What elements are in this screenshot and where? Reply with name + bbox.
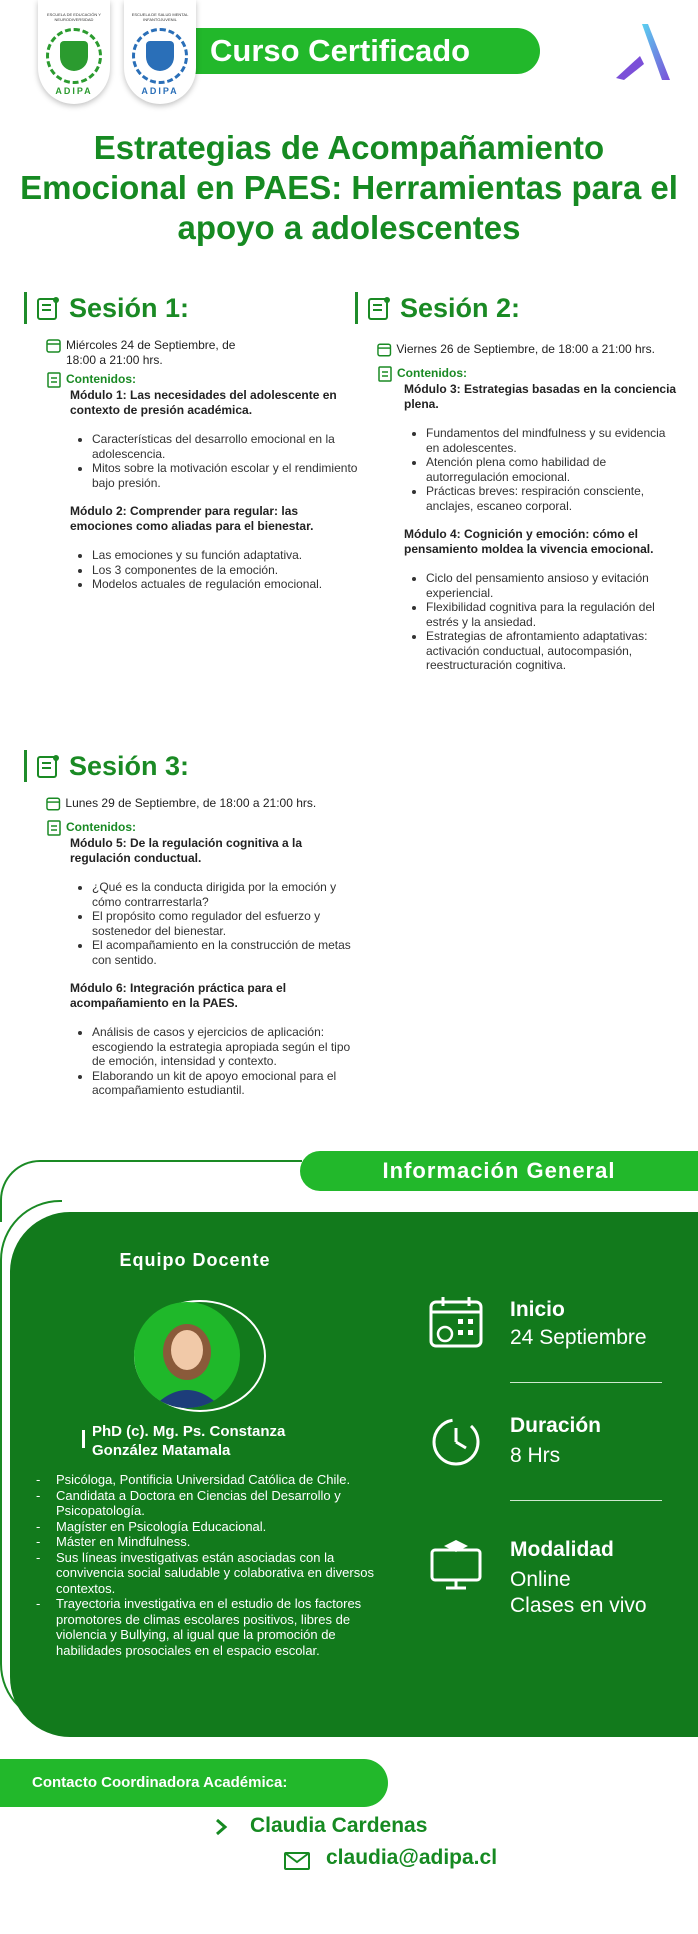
list-item: - Trayectoria investigativa en el estudio de los factores promotores de climas escolares positivos, libres de violencia y Bullying, al igual que la promoción de habilidades prosociales en el espacio escolar. [36,1596,381,1658]
list-item: • Mitos sobre la motivación escolar y el rendimiento bajo presión. [92,461,362,490]
notebook-icon [35,753,61,779]
list-item: • Elaborando un kit de apoyo emocional para el acompañamiento estudiantil. [92,1069,352,1098]
coordinator-name: Claudia Cardenas [250,1814,428,1837]
session-1 [24,292,358,592]
list-item: • Las emociones y su función adaptativa. [92,548,362,563]
course-type-label: Curso Certificado [210,33,471,68]
badge-brand: ADIPA [141,86,179,96]
session-accent-bar [24,292,27,324]
document-list-icon [46,820,62,836]
session-title: Sesión 1: [69,292,190,323]
list-item: • El propósito como regulador del esfuerzo y sostenedor del bienestar. [92,909,352,938]
session-date: Miércoles 24 de Septiembre, de 18:00 a 21:00 hrs. [66,338,236,367]
avatar [134,1302,240,1408]
document-list-icon [46,372,62,388]
calendar-clock-icon [46,796,61,812]
list-item: • Atención plena como habilidad de autorregulación emocional. [426,455,682,484]
session-date: Viernes 26 de Septiembre, de 18:00 a 21:00 hrs. [396,342,656,356]
team-title: Equipo Docente [119,1250,271,1270]
list-item: • Modelos actuales de regulación emocional. [92,577,362,592]
contact-label: Contacto Coordinadora Académica: [32,1774,288,1791]
list-item: • Prácticas breves: respiración consciente, anclajes, escaneo corporal. [426,484,682,513]
chevron-right-icon [214,1818,228,1836]
list-item: • Los 3 componentes de la emoción. [92,563,362,578]
brain-shield-icon [46,28,102,84]
start-value: 24 Septiembre [510,1326,647,1349]
module-title: Módulo 5: De la regulación cognitiva a la regulación conductual. [70,836,303,865]
online-class-icon [428,1536,484,1592]
calendar-icon [428,1294,484,1350]
list-item: • Estrategias de afrontamiento adaptativas: activación conductual, autocompasión, reestructuración cognitiva. [426,629,682,673]
list-item: - Máster en Mindfulness. [36,1534,381,1550]
course-title: Estrategias de Acompañamiento Emocional en PAES: Herramientas para el apoyo a adolescentes [20,129,678,246]
session-title: Sesión 2: [400,292,521,323]
mode-value-live: Clases en vivo [510,1594,647,1617]
school-badge-education [38,0,110,104]
badge-school-name: ESCUELA DE EDUCACIÓN Y NEURODIVERSIDAD [47,12,101,22]
mode-label: Modalidad [510,1538,614,1561]
module-title: Módulo 1: Las necesidades del adolescente en contexto de presión académica. [70,388,337,417]
mode-value-online: Online [510,1568,571,1591]
session-2 [355,292,685,673]
module-title: Módulo 2: Comprender para regular: las emociones como aliadas para el bienestar. [70,504,314,533]
list-item: • Fundamentos del mindfulness y su evidencia en adolescentes. [426,426,682,455]
list-item: • ¿Qué es la conducta dirigida por la emoción y cómo contrarrestarla? [92,880,352,909]
notebook-icon [35,295,61,321]
school-badge-mental-health [124,0,196,104]
contents-label: Contenidos: [66,372,136,386]
document-list-icon [377,366,393,382]
badge-school-name: ESCUELA DE SALUD MENTAL INFANTOJUVENIL [131,12,189,22]
notebook-icon [366,295,392,321]
list-item: - Sus líneas investigativas están asociadas con la convivencia social saludable y colaborativa en diversos contextos. [36,1550,381,1597]
start-label: Inicio [510,1298,565,1321]
contents-label: Contenidos: [66,820,136,834]
session-date: Lunes 29 de Septiembre, de 18:00 a 21:00 hrs. [65,796,317,810]
list-item: • Flexibilidad cognitiva para la regulación del estrés y la ansiedad. [426,600,682,629]
list-item: • Análisis de casos y ejercicios de aplicación: escogiendo la estrategia apropiada según el tipo de emoción, intensidad y contexto. [92,1025,352,1069]
calendar-clock-icon [377,342,392,358]
session-accent-bar [355,292,358,324]
session-accent-bar [24,750,27,782]
divider [510,1500,662,1501]
duration-value: 8 Hrs [510,1444,561,1467]
session-title: Sesión 3: [69,750,190,781]
list-item: • Ciclo del pensamiento ansioso y evitación experiencial. [426,571,682,600]
general-info-title: Información General [382,1158,616,1183]
name-accent-bar [82,1430,85,1448]
mail-icon [284,1852,310,1870]
teacher-cv [36,1472,381,1658]
list-item: - Candidata a Doctora en Ciencias del Desarrollo y Psicopatología. [36,1488,381,1519]
divider [510,1382,662,1383]
session-3 [24,750,354,1098]
list-item: • Características del desarrollo emocional en la adolescencia. [92,432,362,461]
badge-brand: ADIPA [55,86,93,96]
child-shield-icon [132,28,188,84]
module-title: Módulo 4: Cognición y emoción: cómo el pensamiento moldea la vivencia emocional. [404,527,654,556]
calendar-clock-icon [46,338,62,354]
list-item: • El acompañamiento en la construcción de metas con sentido. [92,938,352,967]
module-title: Módulo 6: Integración práctica para el acompañamiento en la PAES. [70,981,287,1010]
list-item: - Magíster en Psicología Educacional. [36,1519,381,1535]
clock-icon [428,1412,484,1468]
coordinator-email[interactable]: claudia@adipa.cl [326,1846,498,1869]
list-item: - Psicóloga, Pontificia Universidad Católica de Chile. [36,1472,381,1488]
contents-label: Contenidos: [397,366,467,380]
adipa-logo-icon [612,22,672,82]
module-title: Módulo 3: Estrategias basadas en la conciencia plena. [404,382,677,411]
duration-label: Duración [510,1414,602,1437]
teacher-name: PhD (c). Mg. Ps. Constanza González Matamala [92,1423,286,1459]
